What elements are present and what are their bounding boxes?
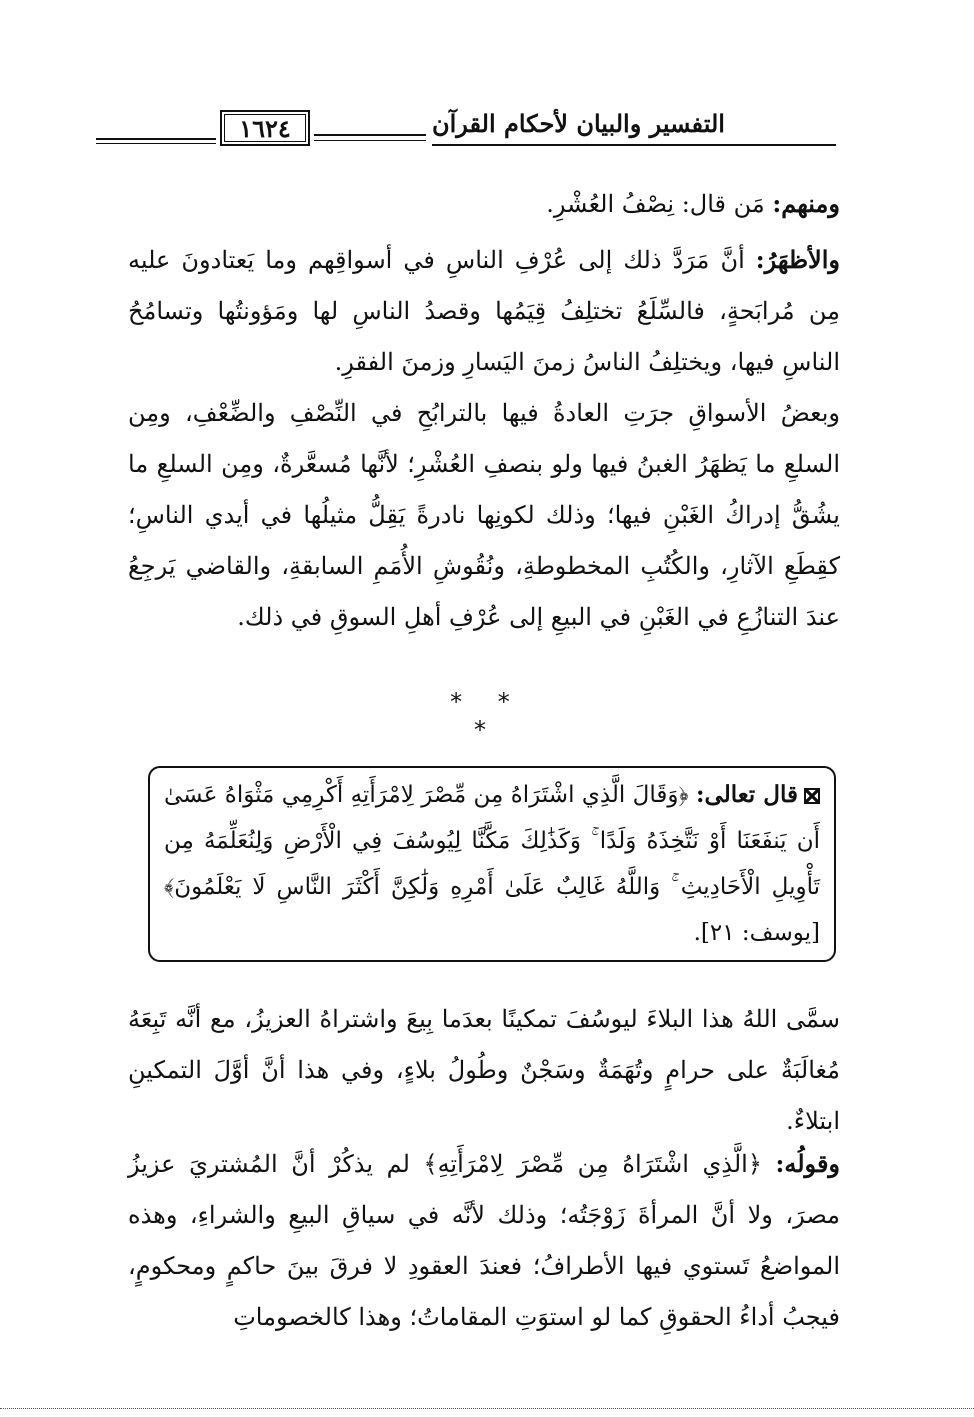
- verse-text: [164, 772, 820, 956]
- paragraph: [128, 178, 840, 230]
- quran-verse-box: [148, 766, 836, 962]
- ornament-square-icon: [804, 788, 820, 804]
- paragraph: [128, 994, 840, 1147]
- header-rule: [432, 144, 836, 146]
- paragraph-text: وبعضُ الأسواقِ جرَتِ العادةُ فيها بالترابُحِ في النِّصْفِ والضِّعْفِ، ومِن السلعِ ما يَظهَرُ الغبنُ فيها ولو بنصفِ العُشْرِ؛ لأنَّها مُسعَّرةٌ، ومِن السلعِ ما يشُقُّ إدراكُ الغَبْنِ فيها؛ وذلك لكونِها نادرةً يَقِلُّ مثيلُها في أيدي الناسِ؛ كقِطَعِ الآثارِ، والكُتُبِ المخطوطةِ، ونُقُوشِ الأُمَمِ السابقةِ، والقاضي يَرجِعُ عندَ التنازُعِ في الغَبْنِ في البيعِ إلى عُرْفِ أهلِ السوقِ في ذلك.: [128, 399, 840, 631]
- paragraph-text: ﴿الَّذِي اشْتَرَاهُ مِن مِّصْرَ لِامْرَأَتِهِ﴾ لم يذكُرْ أنَّ المُشتريَ عزيزُ مصرَ، ولا أنَّ المرأةَ زَوْجَتُه؛ وذلك لأنَّه في سياقِ البيعِ والشراءِ، وهذه المواضعُ تَستوي فيها الأطرافُ؛ فعندَ العقودِ لا فرقَ بينَ حاكمٍ ومحكومٍ، فيجبُ أداءُ الحقوقِ كما لو استوَتِ المقاماتُ؛ وهذا كالخصوماتِ: [128, 1150, 840, 1331]
- running-title: التفسير والبيان لأحكام القرآن: [432, 109, 725, 138]
- paragraph: [128, 1138, 840, 1343]
- paragraph: [128, 388, 840, 643]
- verse-reference: [يوسف: ٢١].: [693, 920, 820, 946]
- paragraph-lead: وقولُه:: [775, 1149, 840, 1178]
- page-header: [96, 104, 836, 148]
- header-rule: [96, 138, 216, 140]
- verse-lead: قال تعالى:: [696, 781, 798, 808]
- paragraph-text: مَن قال: نِصْفُ العُشْرِ.: [546, 190, 773, 218]
- header-rule: [314, 140, 426, 141]
- paragraph-text: أنَّ مَرَدَّ ذلك إلى عُرْفِ الناسِ في أسواقِهم وما يَعتادونَ عليه مِن مُرابَحةٍ، فالسِّلَعُ تختلِفُ قِيَمُها وقصدُ الناسِ لها ومَؤونتُها وتسامُحُ الناسِ فيها، ويختلِفُ الناسُ زمنَ اليَسارِ وزمنَ الفقرِ.: [128, 246, 840, 376]
- paragraph-lead: ومنهم:: [772, 189, 840, 218]
- header-rule: [96, 143, 216, 144]
- footer-rule: [0, 1408, 974, 1409]
- page-number: ١٦٢٤: [220, 110, 310, 146]
- header-rule: [314, 134, 426, 136]
- section-separator: * * *: [450, 688, 524, 744]
- paragraph: [128, 234, 840, 388]
- verse-quote: ﴿وَقَالَ الَّذِي اشْتَرَاهُ مِن مِّصْرَ لِامْرَأَتِهِ أَكْرِمِي مَثْوَاهُ عَسَىٰ أَن يَنفَعَنَا أَوْ نَتَّخِذَهُ وَلَدًا ۚ وَكَذَٰلِكَ مَكَّنَّا لِيُوسُفَ فِي الْأَرْضِ وَلِنُعَلِّمَهُ مِن تَأْوِيلِ الْأَحَادِيثِ ۚ وَاللَّهُ غَالِبٌ عَلَىٰ أَمْرِهِ وَلَٰكِنَّ أَكْثَرَ النَّاسِ لَا يَعْلَمُونَ﴾: [164, 782, 820, 900]
- paragraph-text: سمَّى اللهُ هذا البلاءَ ليوسُفَ تمكينًا بعدَما بِيعَ واشتراهُ العزيزُ، مع أنَّه تَبِعَهُ مُغالَبَةٌ على حرامٍ وتُهَمَةٌ وسَجْنٌ وطُولُ بلاءٍ، وفي هذا أنَّ أوَّلَ التمكينِ ابتلاءٌ.: [128, 1005, 840, 1135]
- paragraph-lead: والأظهَرُ:: [755, 245, 840, 274]
